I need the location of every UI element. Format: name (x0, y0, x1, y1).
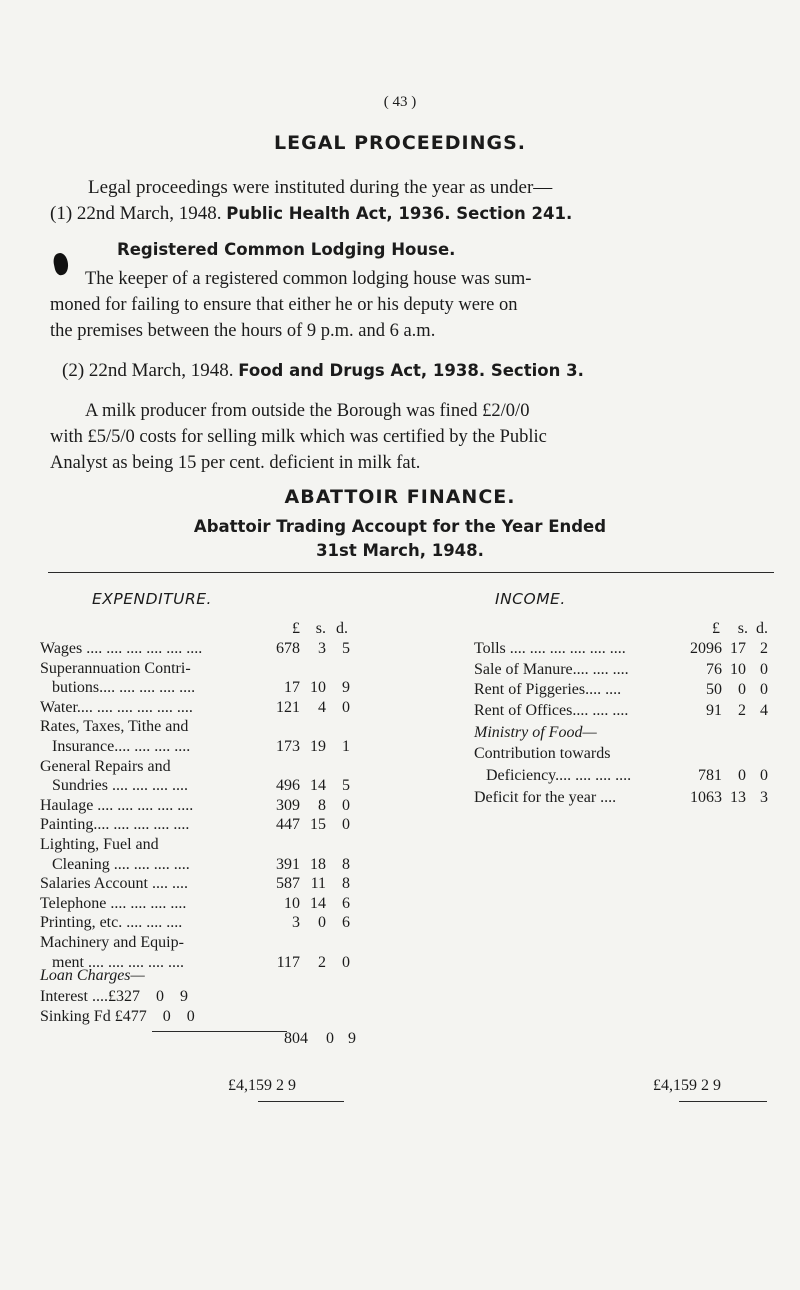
expenditure-amount-s: 14 (310, 777, 326, 795)
expenditure-label: butions.... .... .... .... .... (52, 679, 196, 697)
loan-s: 0 (162, 1008, 171, 1025)
income-amount-l: 76 (706, 660, 722, 678)
case1-line-1: The keeper of a registered common lodging house was sum- (85, 269, 532, 289)
expenditure-table (40, 640, 360, 1020)
case2-heading (62, 359, 584, 383)
account-title-line-2: 31st March, 1948. (316, 541, 484, 560)
expenditure-row (40, 895, 360, 915)
case2-number: (2) (62, 360, 85, 381)
income-amount-d: 0 (760, 681, 768, 698)
expenditure-label: Sundries .... .... .... .... (52, 777, 188, 795)
expenditure-label: Machinery and Equip- (40, 934, 184, 951)
expenditure-label: Painting.... .... .... .... .... (40, 816, 190, 834)
loan-total-l: 804 (284, 1030, 308, 1047)
expenditure-amount-d: 5 (342, 640, 350, 657)
income-amount-l: 50 (706, 681, 722, 698)
expenditure-row (40, 836, 360, 856)
loan-s: 0 (155, 988, 164, 1005)
expenditure-label: Haulage .... .... .... .... .... (40, 796, 194, 814)
expenditure-amount-l: 117 (276, 953, 300, 971)
case1-act: Public Health Act, 1936. Section 241. (226, 204, 573, 223)
case1-number: (1) (50, 203, 73, 224)
ministry-label: Deficiency.... .... .... .... (486, 767, 632, 784)
income-heading: INCOME. (495, 590, 566, 608)
expenditure-row (40, 758, 360, 778)
exp-pence-header: d. (336, 620, 348, 637)
income-amount-s: 17 (730, 640, 746, 657)
page-number: ( 43 ) (383, 94, 417, 110)
expenditure-amount-s: 11 (310, 875, 326, 893)
expenditure-row (40, 797, 360, 817)
expenditure-amount-d: 0 (342, 953, 350, 971)
income-amount-s: 2 (738, 701, 746, 719)
expenditure-amount-s: 15 (310, 816, 326, 834)
expenditure-amount-l: 678 (276, 640, 300, 657)
income-label: Rent of Offices.... .... .... (474, 701, 629, 719)
expenditure-amount-l: 447 (276, 816, 300, 834)
case1-subheading: Registered Common Lodging House. (117, 240, 456, 259)
expenditure-label: Cleaning .... .... .... .... (52, 855, 190, 873)
income-total-rule (679, 1101, 767, 1102)
expenditure-amount-s: 14 (310, 894, 326, 912)
expenditure-amount-l: 121 (276, 698, 300, 716)
top-rule (48, 572, 774, 573)
legal-proceedings-title: LEGAL PROCEEDINGS. (274, 132, 526, 154)
expenditure-amount-l: 309 (276, 796, 300, 814)
expenditure-amount-d: 0 (342, 698, 350, 716)
case1-date: 22nd March, 1948. (76, 203, 222, 224)
expenditure-amount-d: 0 (342, 816, 350, 834)
ink-blot (52, 252, 70, 276)
expenditure-label: Rates, Taxes, Tithe and (40, 718, 189, 736)
expenditure-row (40, 660, 360, 680)
income-row (474, 702, 774, 722)
expenditure-row (40, 699, 360, 719)
expenditure-amount-l: 3 (292, 914, 300, 932)
expenditure-label: Insurance.... .... .... .... (52, 738, 191, 755)
account-title-line-1: Abattoir Trading Accoupt for the Year Ended (193, 517, 607, 536)
deficit-row (474, 789, 774, 809)
expenditure-amount-l: 391 (276, 855, 300, 873)
income-total: £4,159 2 9 (653, 1077, 721, 1094)
expenditure-amount-d: 6 (342, 894, 350, 912)
intro-text: Legal proceedings were instituted during the year as under— (88, 177, 553, 198)
ministry-line: Contribution towards (474, 745, 611, 762)
loan-d: 0 (186, 1008, 195, 1025)
ministry-s: 0 (738, 767, 746, 784)
loan-label: Interest ....£327 (40, 988, 140, 1005)
expenditure-row (40, 875, 360, 895)
income-label: Sale of Manure.... .... .... (474, 660, 629, 678)
expenditure-amount-d: 6 (342, 914, 350, 932)
expenditure-amount-l: 496 (276, 777, 300, 795)
inc-shilling-header: s. (737, 620, 748, 637)
income-amount-s: 0 (738, 681, 746, 698)
expenditure-row (40, 816, 360, 836)
expenditure-amount-s: 0 (318, 914, 326, 932)
case2-date: 22nd March, 1948. (88, 360, 234, 381)
income-row (474, 661, 774, 681)
expenditure-amount-d: 8 (342, 875, 350, 893)
deficit-label: Deficit for the year .... (474, 789, 617, 806)
income-amount-d: 2 (760, 640, 768, 657)
deficit-l: 1063 (690, 789, 722, 806)
expenditure-total: £4,159 2 9 (228, 1077, 296, 1094)
expenditure-row (40, 718, 360, 738)
inc-pence-header: d. (756, 620, 768, 637)
income-amount-l: 91 (706, 701, 722, 719)
expenditure-label: Wages .... .... .... .... .... .... (40, 640, 203, 657)
expenditure-row (40, 777, 360, 797)
expenditure-heading: EXPENDITURE. (92, 590, 212, 608)
ministry-l: 781 (698, 767, 722, 784)
expenditure-amount-d: 8 (342, 855, 350, 873)
income-amount-s: 10 (730, 660, 746, 678)
expenditure-amount-l: 173 (276, 738, 300, 755)
income-table (474, 640, 774, 730)
expenditure-row (40, 640, 360, 660)
loan-d: 9 (179, 988, 188, 1005)
expenditure-amount-s: 19 (310, 738, 326, 755)
income-amount-d: 4 (760, 701, 768, 719)
deficit-d: 3 (760, 789, 768, 806)
income-amount-d: 0 (760, 660, 768, 678)
exp-shilling-header: s. (315, 620, 326, 637)
expenditure-total-rule (258, 1101, 344, 1102)
income-label: Tolls .... .... .... .... .... .... (474, 640, 626, 657)
income-row (474, 640, 774, 660)
expenditure-amount-s: 18 (310, 855, 326, 873)
ministry-heading: Ministry of Food— (474, 724, 597, 741)
deficit-s: 13 (730, 789, 746, 806)
expenditure-label: Salaries Account .... .... (40, 875, 188, 893)
expenditure-amount-d: 5 (342, 777, 350, 795)
expenditure-amount-s: 10 (310, 679, 326, 697)
expenditure-amount-s: 3 (318, 640, 326, 657)
loan-row-sinking (40, 1008, 195, 1026)
exp-pound-header: £ (292, 620, 300, 637)
expenditure-row (40, 914, 360, 934)
expenditure-row (40, 934, 360, 954)
ministry-d: 0 (760, 767, 768, 784)
expenditure-label: Telephone .... .... .... .... (40, 894, 187, 912)
income-amount-l: 2096 (690, 640, 722, 657)
expenditure-amount-s: 2 (318, 953, 326, 971)
expenditure-amount-l: 587 (276, 875, 300, 893)
case2-act: Food and Drugs Act, 1938. Section 3. (238, 361, 584, 380)
loan-row-interest (40, 988, 188, 1006)
expenditure-amount-d: 1 (342, 738, 350, 755)
case2-line-1: A milk producer from outside the Borough was fined £2/0/0 (85, 401, 530, 421)
expenditure-label: General Repairs and (40, 757, 171, 775)
expenditure-label: ment .... .... .... .... .... (52, 953, 184, 971)
loan-heading: Loan Charges— (40, 967, 145, 984)
case2-line-3: Analyst as being 15 per cent. deficient in milk fat. (50, 453, 421, 473)
loan-total-row (40, 1030, 360, 1050)
expenditure-label: Superannuation Contri- (40, 659, 191, 677)
case1-heading (50, 202, 572, 226)
expenditure-label: Lighting, Fuel and (40, 836, 159, 853)
inc-pound-header: £ (712, 620, 720, 637)
case2-line-2: with £5/5/0 costs for selling milk which was certified by the Public (50, 427, 547, 447)
case1-line-3: the premises between the hours of 9 p.m. and 6 a.m. (50, 321, 436, 341)
case1-line-2: moned for failing to ensure that either he or his deputy were on (50, 295, 518, 315)
expenditure-amount-l: 10 (284, 894, 300, 912)
expenditure-row (40, 679, 360, 699)
expenditure-amount-d: 0 (342, 796, 350, 814)
income-row (474, 681, 774, 701)
expenditure-amount-d: 9 (342, 679, 350, 697)
expenditure-label: Water.... .... .... .... .... .... (40, 698, 193, 716)
loan-label: Sinking Fd £477 (40, 1008, 147, 1025)
expenditure-amount-s: 8 (318, 796, 326, 814)
income-label: Rent of Piggeries.... .... (474, 681, 622, 698)
abattoir-finance-title: ABATTOIR FINANCE. (284, 486, 516, 508)
expenditure-amount-s: 4 (318, 698, 326, 716)
loan-total-d: 9 (348, 1030, 356, 1047)
expenditure-amount-l: 17 (284, 679, 300, 697)
expenditure-row (40, 738, 360, 758)
expenditure-label: Printing, etc. .... .... .... (40, 914, 183, 932)
expenditure-row (40, 856, 360, 876)
ministry-row (474, 767, 774, 787)
loan-total-s: 0 (326, 1030, 334, 1047)
